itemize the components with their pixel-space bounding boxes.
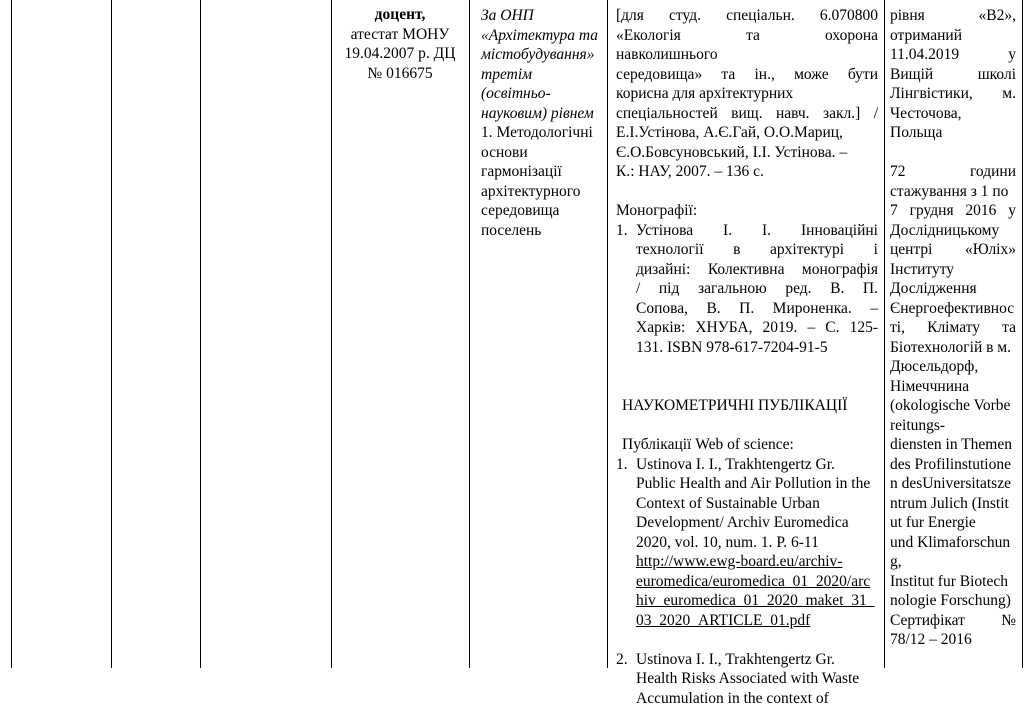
internship-line: Інституту [890, 260, 1016, 280]
publication-link[interactable]: 03_2020_ARTICLE_01.pdf [636, 611, 878, 631]
discipline-line: 1. Методологічні [481, 123, 600, 143]
publication-line: [для студ. спеціальн. 6.070800 [616, 6, 878, 26]
qualification-line: 11.04.2019 у [890, 45, 1016, 65]
list-number: 1. [616, 455, 636, 631]
list-item [616, 650, 878, 708]
wos-heading: Публікації Web of science: [616, 435, 878, 455]
internship-line: ntrum Julich (Instit [890, 494, 1016, 514]
publication-line: Е.І.Устінова, А.Є.Гай, О.О.Мариц, [616, 123, 878, 143]
programme-line: містобудування» [481, 45, 600, 65]
monograph-line: Устінова І. І. Інноваційні [636, 221, 878, 241]
internship-line: nologie Forschung) [890, 591, 1016, 611]
publication-line: Ustinova I. I., Trakhtengertz Gr. [636, 455, 878, 475]
column-divider [469, 0, 470, 668]
internship-line: 78/12 – 2016 [890, 630, 1016, 650]
certificate-line: № 016675 [337, 64, 463, 84]
monographs-heading: Монографії: [616, 201, 878, 221]
monograph-line: / під загальною ред. В. П. [636, 279, 878, 299]
publication-link[interactable]: euromedica/euromedica_01_2020/arc [636, 572, 878, 592]
column-divider [331, 0, 332, 668]
programme-line: (освітньо- [481, 84, 600, 104]
publications-cell [610, 0, 882, 668]
publication-line: навколишнього [616, 45, 878, 65]
internship-line: und Klimaforschun [890, 533, 1016, 553]
column-divider [1022, 0, 1023, 668]
publication-line: Development/ Archiv Euromedica [636, 513, 878, 533]
qualification-line: Польща [890, 123, 1016, 143]
monograph-line: 131. ISBN 978-617-7204-91-5 [636, 338, 878, 358]
list-item [616, 221, 878, 358]
certificate-line: атестат МОНУ [337, 25, 463, 45]
qualification-line: рівня «В2», [890, 6, 1016, 26]
programme-line: «Архітектура та [481, 26, 600, 46]
certificate-line: 19.04.2007 р. ДЦ [337, 44, 463, 64]
internship-line: Біотехнологій в м. [890, 338, 1016, 358]
publication-line: спеціальностей вищ. навч. закл.] / [616, 104, 878, 124]
publication-line: Є.О.Бовсуновський, І.І. Устінова. – [616, 143, 878, 163]
internship-line: Дослідження [890, 279, 1016, 299]
internship-line: стажування з 1 по [890, 182, 1016, 202]
programme-line: третім [481, 65, 600, 85]
internship-line: (okologische Vorbe [890, 396, 1016, 416]
publication-line: К.: НАУ, 2007. – 136 с. [616, 162, 878, 182]
programme-line: За ОНП [481, 6, 600, 26]
qualification-line: Лінгвістики, м. [890, 84, 1016, 104]
internship-line: 7 грудня 2016 у [890, 201, 1016, 221]
internship-line: Німеччнина [890, 377, 1016, 397]
column-divider [607, 0, 608, 668]
discipline-line: основи [481, 143, 600, 163]
column-divider [884, 0, 885, 668]
list-item [616, 455, 878, 631]
qualification-line: отриманий [890, 26, 1016, 46]
programme-cell [473, 0, 606, 668]
publication-line: Health Risks Associated with Waste [636, 669, 878, 689]
list-number: 2. [616, 650, 636, 708]
discipline-line: гармонізації [481, 162, 600, 182]
column-divider [11, 0, 12, 668]
publication-line: Ustinova I. I., Trakhtengertz Gr. [636, 650, 878, 670]
publication-line: корисна для архітектурних [616, 84, 878, 104]
publication-line: середовища» та ін., може бути [616, 65, 878, 85]
internship-line: центрі «Юліх» [890, 240, 1016, 260]
internship-line: Сертифікат № [890, 611, 1016, 631]
scientometric-heading: НАУКОМЕТРИЧНІ ПУБЛІКАЦІЇ [616, 396, 878, 416]
internship-line: des Profilinstutione [890, 455, 1016, 475]
publication-line: Public Health and Air Pollution in the [636, 474, 878, 494]
publication-link[interactable]: hiv_euromedica_01_2020_maket_31_ [636, 591, 878, 611]
monograph-line: Харків: ХНУБА, 2019. – С. 125- [636, 318, 878, 338]
monograph-line: дизайні: Колективна монографія [636, 260, 878, 280]
monograph-line: технології в архітектурі і [636, 240, 878, 260]
internship-line: ut fur Energie [890, 513, 1016, 533]
qualification-line: Честочова, [890, 104, 1016, 124]
publication-line: Context of Sustainable Urban [636, 494, 878, 514]
internship-line: Дослідницькому [890, 221, 1016, 241]
academic-title-cell [333, 0, 467, 668]
discipline-line: поселень [481, 221, 600, 241]
publication-line: «Екологія та охорона [616, 26, 878, 46]
publication-link[interactable]: http://www.ewg-board.eu/archiv- [636, 552, 878, 572]
internship-line: Дюсельдорф, [890, 357, 1016, 377]
qualification-line: Вищій школі [890, 65, 1016, 85]
internship-line: g, [890, 552, 1016, 572]
publication-line: Accumulation in the context of [636, 689, 878, 708]
internship-line: reitungs- [890, 416, 1016, 436]
discipline-line: середовища [481, 201, 600, 221]
internship-line: 72 години [890, 162, 1016, 182]
internship-line: ті, Клімату та [890, 318, 1016, 338]
academic-rank: доцент, [337, 5, 463, 25]
qualification-cell [887, 0, 1019, 668]
publication-line: 2020, vol. 10, num. 1. P. 6-11 [636, 533, 878, 553]
list-number: 1. [616, 221, 636, 358]
monograph-line: Сопова, В. П. Мироненка. – [636, 299, 878, 319]
column-divider [111, 0, 112, 668]
internship-line: Institut fur Biotech [890, 572, 1016, 592]
discipline-line: архітектурного [481, 182, 600, 202]
internship-line: Єнергоефективнос [890, 299, 1016, 319]
internship-line: diensten in Themen [890, 435, 1016, 455]
programme-line: науковим) рівнем [481, 104, 600, 124]
internship-line: n desUniversitatsze [890, 474, 1016, 494]
column-divider [200, 0, 201, 668]
